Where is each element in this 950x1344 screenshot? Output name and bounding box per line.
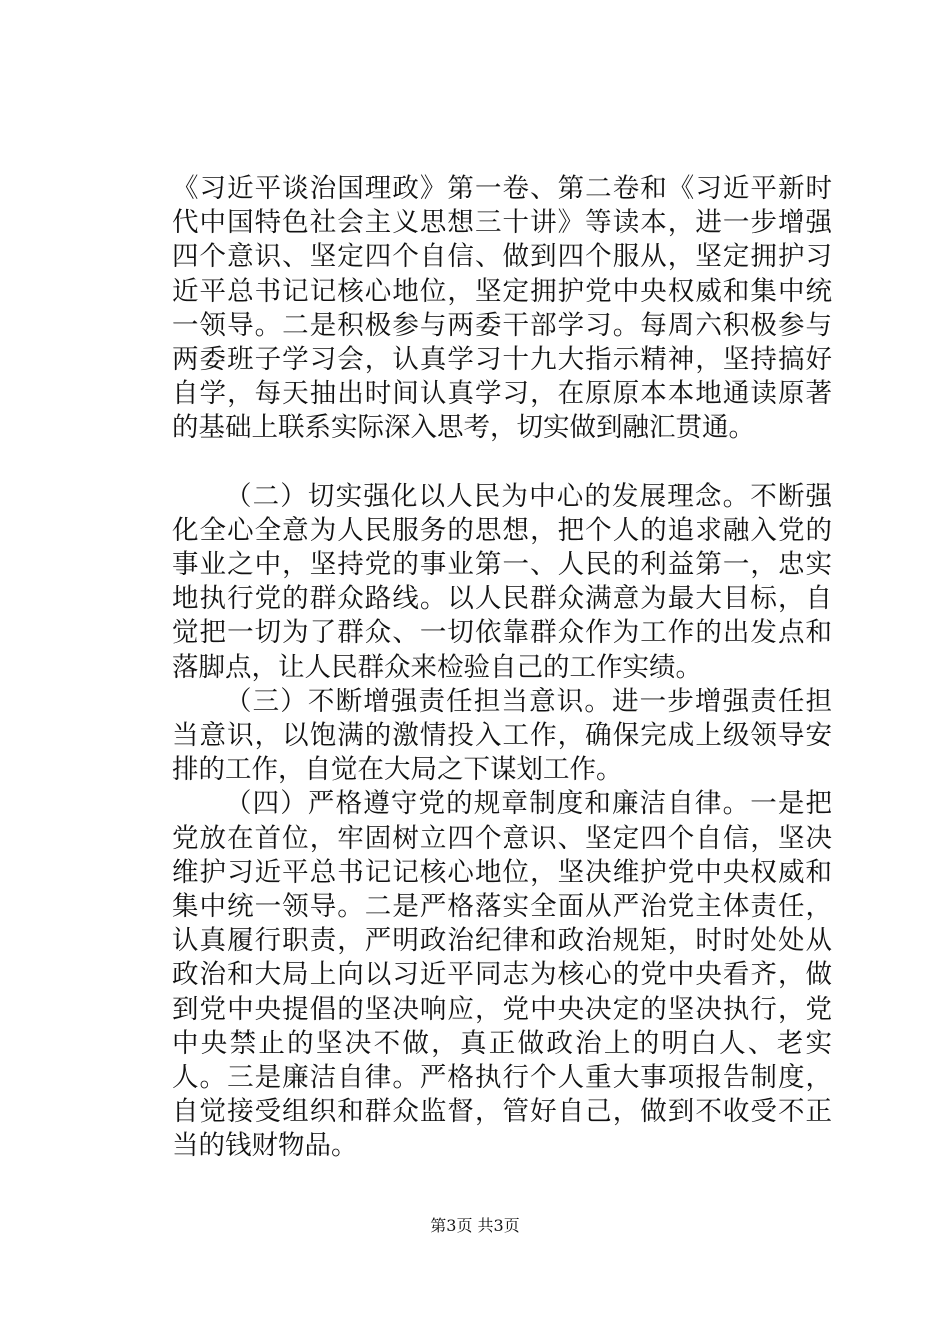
page-number: 第3页 共3页 [430, 1216, 520, 1235]
paragraph-study-continuation: 《习近平谈治国理政》第一卷、第二卷和《习近平新时代中国特色社会主义思想三十讲》等读本，进一步增强四个意识、坚定四个自信、做到四个服从，坚定拥护习近平总书记记核心地位，坚定拥护党中央权威和集中统一领导。二是积极参与两委干部学习。每周六积极参与两委班子学习会，认真学习十九大指示精神，坚持搞好自学，每天抽出时间认真学习，在原原本本地通读原著的基础上联系实际深入思考，切实做到融汇贯通。 [172, 173, 832, 444]
document-body [172, 172, 832, 1164]
paragraph-section-three: （三）不断增强责任担当意识。进一步增强责任担当意识，以饱满的激情投入工作，确保完成上级领导安排的工作，自觉在大局之下谋划工作。 [172, 685, 832, 786]
page-footer [0, 1216, 950, 1236]
paragraph-section-two: （二）切实强化以人民为中心的发展理念。不断强化全心全意为人民服务的思想，把个人的追求融入党的事业之中，坚持党的事业第一、人民的利益第一，忠实地执行党的群众路线。以人民群众满意为最大目标，自觉把一切为了群众、一切依靠群众作为工作的出发点和落脚点，让人民群众来检验自己的工作实绩。 [172, 480, 832, 683]
paragraph-section-four: （四）严格遵守党的规章制度和廉洁自律。一是把党放在首位，牢固树立四个意识、坚定四个自信，坚决维护习近平总书记记核心地位，坚决维护党中央权威和集中统一领导。二是严格落实全面从严治党主体责任，认真履行职责，严明政治纪律和政治规矩，时时处处从政治和大局上向以习近平同志为核心的党中央看齐，做到党中央提倡的坚决响应，党中央决定的坚决执行，党中央禁止的坚决不做，真正做政治上的明白人、老实人。三是廉洁自律。严格执行个人重大事项报告制度，自觉接受组织和群众监督，管好自己，做到不收受不正当的钱财物品。 [172, 788, 832, 1162]
